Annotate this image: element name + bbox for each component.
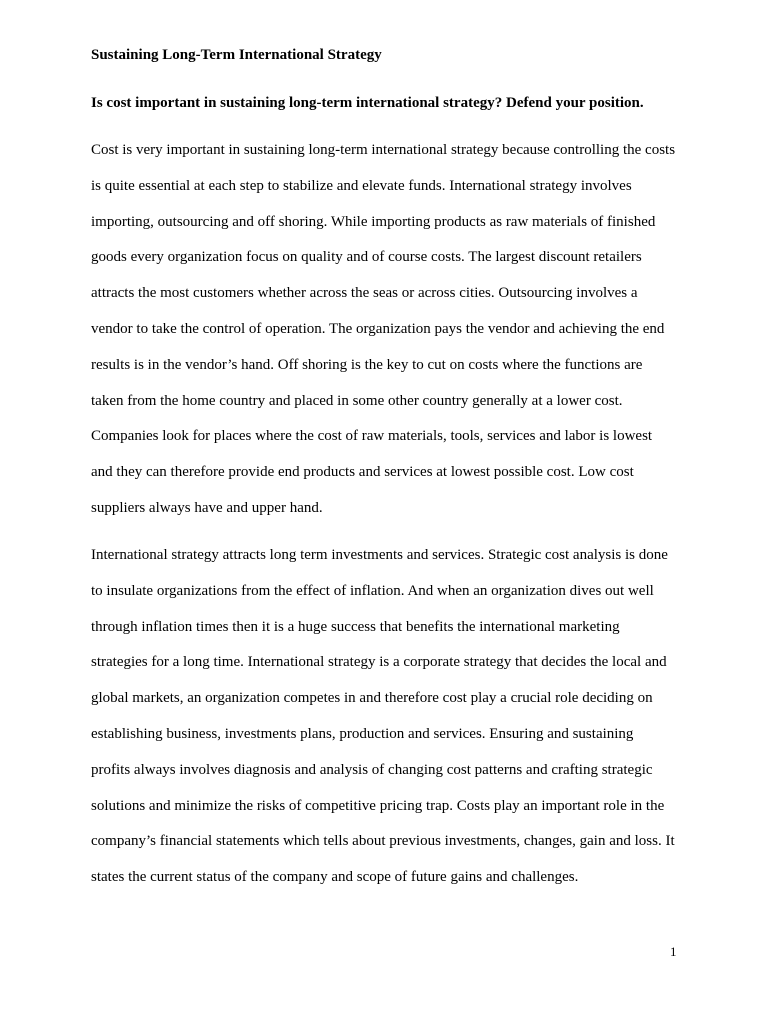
paragraph-line: taken from the home country and placed in some other country generally at a lower cost.	[91, 392, 623, 409]
paragraph-line: Cost is very important in sustaining long-term international strategy because controlling the costs	[91, 142, 676, 158]
paragraph-line: global markets, an organization competes in and therefore cost play a crucial role deciding on	[91, 690, 653, 707]
paragraph-line: through inflation times then it is a huge success that benefits the international marketing	[91, 618, 620, 635]
document-title: Sustaining Long-Term International Strategy	[91, 47, 382, 63]
paragraph-line: attracts the most customers whether across the seas or across cities. Outsourcing involves a	[91, 285, 638, 302]
paragraph-line: International strategy attracts long term investments and services. Strategic cost analysis is done	[91, 547, 668, 563]
question-heading: Is cost important in sustaining long-term international strategy? Defend your position.	[91, 95, 644, 111]
paragraph-line: importing, outsourcing and off shoring. While importing products as raw materials of finished	[91, 213, 656, 230]
paragraph-line: profits always involves diagnosis and analysis of changing cost patterns and crafting strategic	[91, 761, 653, 778]
page-number: 1	[670, 944, 677, 959]
paragraph-line: suppliers always have and upper hand.	[91, 499, 323, 516]
paragraph-line: establishing business, investments plans, production and services. Ensuring and sustaining	[91, 725, 634, 742]
paragraph-line: solutions and minimize the risks of competitive pricing trap. Costs play an important role in the	[91, 797, 665, 814]
paragraph-line: states the current status of the company and scope of future gains and challenges.	[91, 869, 579, 886]
body-paragraph-1	[91, 140, 691, 534]
paragraph-line: and they can therefore provide end products and services at lowest possible cost. Low cost	[91, 464, 634, 481]
paragraph-line: to insulate organizations from the effect of inflation. And when an organization dives out well	[91, 582, 654, 599]
body-paragraph-2	[91, 545, 691, 903]
paragraph-line: is quite essential at each step to stabilize and elevate funds. International strategy involves	[91, 177, 632, 194]
paragraph-line: company’s financial statements which tells about previous investments, changes, gain and loss. It	[91, 833, 675, 850]
paragraph-line: strategies for a long time. International strategy is a corporate strategy that decides the local and	[91, 654, 667, 671]
paragraph-line: goods every organization focus on quality and of course costs. The largest discount retailers	[91, 249, 642, 266]
paragraph-line: vendor to take the control of operation. The organization pays the vendor and achieving the end	[91, 320, 665, 337]
paragraph-line: Companies look for places where the cost of raw materials, tools, services and labor is lowest	[91, 428, 653, 445]
paragraph-line: results is in the vendor’s hand. Off shoring is the key to cut on costs where the functions are	[91, 356, 643, 373]
